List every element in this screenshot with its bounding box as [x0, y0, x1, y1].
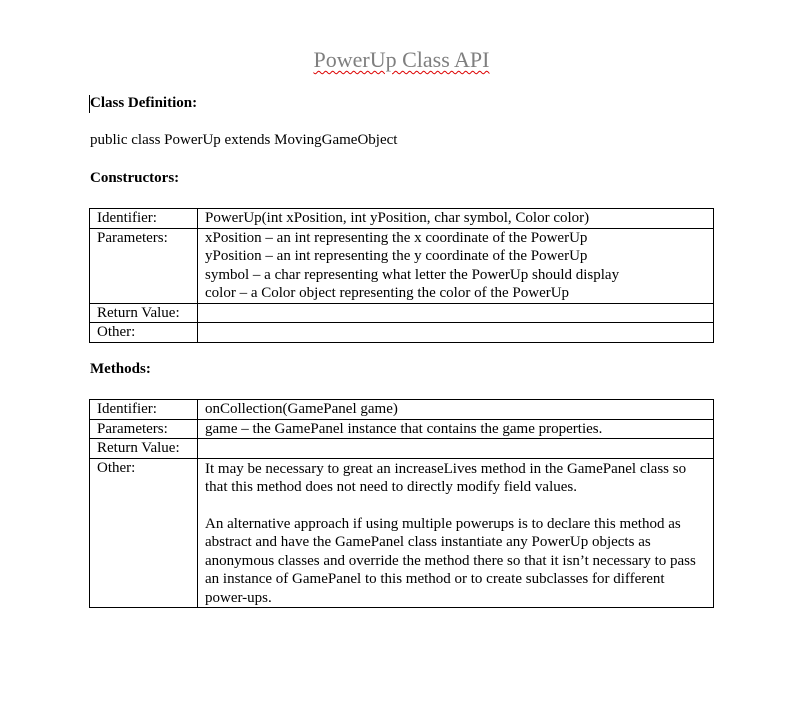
table-row — [90, 400, 714, 420]
class-signature: public class PowerUp extends MovingGameObject — [90, 132, 398, 148]
constructor-return — [198, 303, 714, 323]
constructor-other — [198, 323, 714, 343]
method-return — [198, 439, 714, 459]
table-row — [90, 209, 714, 229]
parameter-item: yPosition – an int representing the y coordinate of the PowerUp — [205, 248, 588, 264]
class-definition-heading: Class Definition: — [90, 95, 198, 111]
parameter-item: symbol – a char representing what letter the PowerUp should display — [205, 266, 620, 283]
other-label: Other: — [90, 323, 198, 343]
parameters-label: Parameters: — [90, 419, 198, 439]
constructor-table — [89, 208, 714, 343]
parameter-item: color – a Color object representing the color of the PowerUp — [205, 285, 570, 301]
methods-heading: Methods: — [90, 361, 151, 377]
constructor-parameters — [198, 228, 714, 303]
table-row — [90, 458, 714, 608]
table-row — [90, 419, 714, 439]
title-text: PowerUp Class API — [313, 47, 490, 72]
table-row — [90, 303, 714, 323]
other-note: It may be necessary to great an increaseLives method in the GamePanel class so that this method does not need to directly modify field values. — [205, 460, 687, 495]
other-note: An alternative approach if using multiple powerups is to declare this method as abstract and have the GamePanel class instantiate any PowerUp objects as anonymous classes and override the method there so that it isn’t necessary to pass an instance of GamePanel to this method or to create subclasses for different power-ups. — [205, 515, 696, 606]
identifier-label: Identifier: — [90, 400, 198, 420]
parameters-label: Parameters: — [90, 228, 198, 303]
identifier-label: Identifier: — [90, 209, 198, 229]
constructor-identifier: PowerUp(int xPosition, int yPosition, char symbol, Color color) — [198, 209, 714, 229]
method-other — [198, 458, 714, 608]
constructors-heading: Constructors: — [90, 170, 180, 186]
table-row — [90, 323, 714, 343]
other-label: Other: — [90, 458, 198, 608]
table-row — [90, 439, 714, 459]
method-parameters: game – the GamePanel instance that contains the game properties. — [198, 419, 714, 439]
parameter-item: xPosition – an int representing the x coordinate of the PowerUp — [205, 229, 588, 246]
method-table — [89, 399, 714, 608]
document-title — [0, 47, 803, 73]
table-row — [90, 228, 714, 303]
return-label: Return Value: — [90, 439, 198, 459]
method-identifier: onCollection(GamePanel game) — [198, 400, 714, 420]
return-label: Return Value: — [90, 303, 198, 323]
